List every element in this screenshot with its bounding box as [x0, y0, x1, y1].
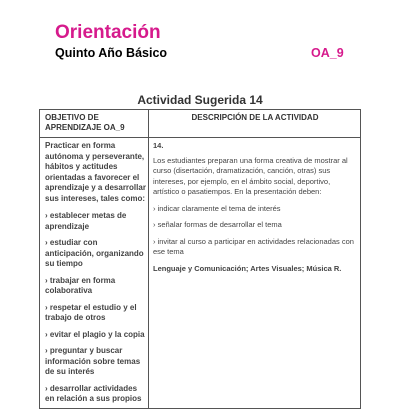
- objective-item: › desarrollar actividades en relación a sus propios: [45, 383, 142, 403]
- objective-item: › respetar el estudio y el trabajo de otros: [45, 302, 137, 322]
- objective-column-header: OBJETIVO DE APRENDIZAJE OA_9: [45, 113, 125, 132]
- objective-intro: Practicar en forma autónoma y perseverante, hábitos y actitudes orientadas a favorecer el aprendizaje y a desarrollar sus intereses, tales como:: [45, 141, 146, 203]
- objective-item: › trabajar en forma colaborativa: [45, 275, 116, 295]
- activity-table: [39, 109, 361, 409]
- column-divider: [148, 110, 149, 408]
- related-subjects: Lenguaje y Comunicación; Artes Visuales; Música R.: [153, 263, 342, 273]
- activity-bullet: › indicar claramente el tema de interés: [153, 203, 281, 213]
- objective-item: › evitar el plagio y la copia: [45, 329, 145, 339]
- grade-subtitle: Quinto Año Básico: [55, 46, 168, 60]
- objective-item: › establecer metas de aprendizaje: [45, 211, 127, 231]
- objective-item: › estudiar con anticipación, organizando su tiempo: [45, 238, 144, 268]
- activity-bullet: › señalar formas de desarrollar el tema: [153, 220, 282, 229]
- description-cell: [153, 141, 356, 280]
- activity-number: 14.: [153, 141, 164, 150]
- activity-paragraph: Los estudiantes preparan una forma creativa de mostrar al curso (disertación, dramatización, canción, otras) sus intereses, por ejemplo, en el ámbito social, deportivo, artístico o pasatiempos. En la presentación deben:: [153, 155, 348, 196]
- activity-heading: Actividad Sugerida 14: [137, 93, 263, 107]
- objective-cell: [45, 141, 147, 409]
- header-divider: [40, 137, 360, 138]
- document-title: Orientación: [55, 22, 161, 43]
- objective-item: › preguntar y buscar información sobre temas de su interés: [45, 346, 141, 376]
- description-column-header: DESCRIPCIÓN DE LA ACTIVIDAD: [191, 113, 319, 122]
- objective-code: OA_9: [311, 46, 344, 60]
- activity-bullet: › invitar al curso a participar en actividades relacionadas con ese tema: [153, 236, 354, 256]
